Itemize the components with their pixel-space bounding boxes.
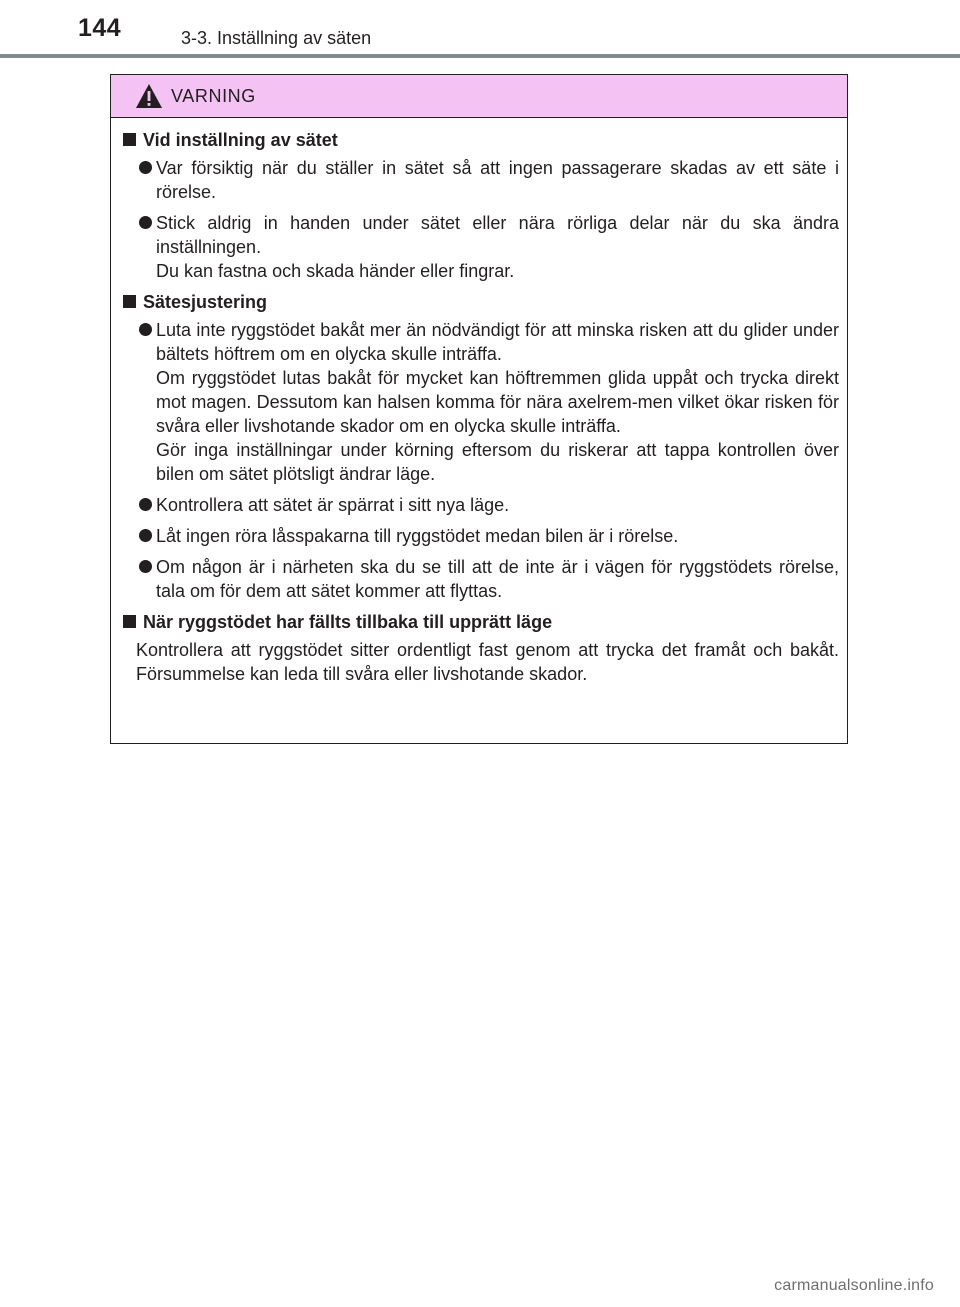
page-number: 144 <box>78 14 122 42</box>
watermark: carmanualsonline.info <box>774 1277 934 1294</box>
warning-title: VARNING <box>171 86 256 106</box>
section-heading <box>121 128 839 152</box>
section-heading <box>121 290 839 314</box>
round-bullet-icon <box>139 529 152 542</box>
warning-header <box>111 75 847 118</box>
bullet-text: Kontrollera att sätet är spärrat i sitt nya läge. <box>156 495 510 515</box>
bullet-text: Stick aldrig in handen under sätet eller nära rörliga delar när du ska ändra inställningen. <box>156 213 839 257</box>
square-bullet-icon <box>123 295 136 308</box>
bullet-text: Låt ingen röra låsspakarna till ryggstödet medan bilen är i rörelse. <box>156 526 679 546</box>
bullet-text: Var försiktig när du ställer in sätet så att ingen passagerare skadas av ett säte i rörelse. <box>156 158 839 202</box>
round-bullet-icon <box>139 560 152 573</box>
bullet-text: Gör inga inställningar under körning eftersom du riskerar att tappa kontrollen över bilen om sätet plötsligt ändrar läge. <box>156 440 839 484</box>
bullet-text: Luta inte ryggstödet bakåt mer än nödvändigt för att minska risken att du glider under bältets höftrem om en olycka skulle inträffa. <box>156 320 839 364</box>
square-bullet-icon <box>123 615 136 628</box>
page-header <box>0 0 960 50</box>
bullet-text: Om ryggstödet lutas bakåt för mycket kan höftremmen glida uppåt och trycka direkt mot magen. Dessutom kan halsen komma för nära axelrem-men vilket ökar risken för svåra eller livshotande skador om en olycka skulle inträffa. <box>156 368 839 436</box>
bullet-item <box>121 555 839 603</box>
section-title: 3-3. Inställning av säten <box>181 28 372 48</box>
header-divider <box>0 54 960 58</box>
warning-body <box>111 118 847 686</box>
round-bullet-icon <box>139 161 152 174</box>
section-paragraph: Kontrollera att ryggstödet sitter ordentligt fast genom att trycka det framåt och bakåt. Försummelse kan leda till svåra eller livshotande skador. <box>136 640 839 684</box>
warning-triangle-icon <box>135 83 163 109</box>
section-heading <box>121 610 839 634</box>
bullet-item <box>121 493 839 517</box>
bullet-text: Du kan fastna och skada händer eller fingrar. <box>156 261 515 281</box>
section-heading-text: Sätesjustering <box>143 292 268 312</box>
square-bullet-icon <box>123 133 136 146</box>
round-bullet-icon <box>139 323 152 336</box>
round-bullet-icon <box>139 216 152 229</box>
bullet-item <box>121 211 839 283</box>
bullet-text: Om någon är i närheten ska du se till att de inte är i vägen för ryggstödets rörelse, tala om för dem att sätet kommer att flyttas. <box>156 557 839 601</box>
bullet-item <box>121 524 839 548</box>
bullet-item <box>121 318 839 486</box>
section-heading-text: När ryggstödet har fällts tillbaka till upprätt läge <box>143 612 553 632</box>
warning-box <box>110 74 848 744</box>
section-heading-text: Vid inställning av sätet <box>143 130 338 150</box>
round-bullet-icon <box>139 498 152 511</box>
bullet-item <box>121 156 839 204</box>
